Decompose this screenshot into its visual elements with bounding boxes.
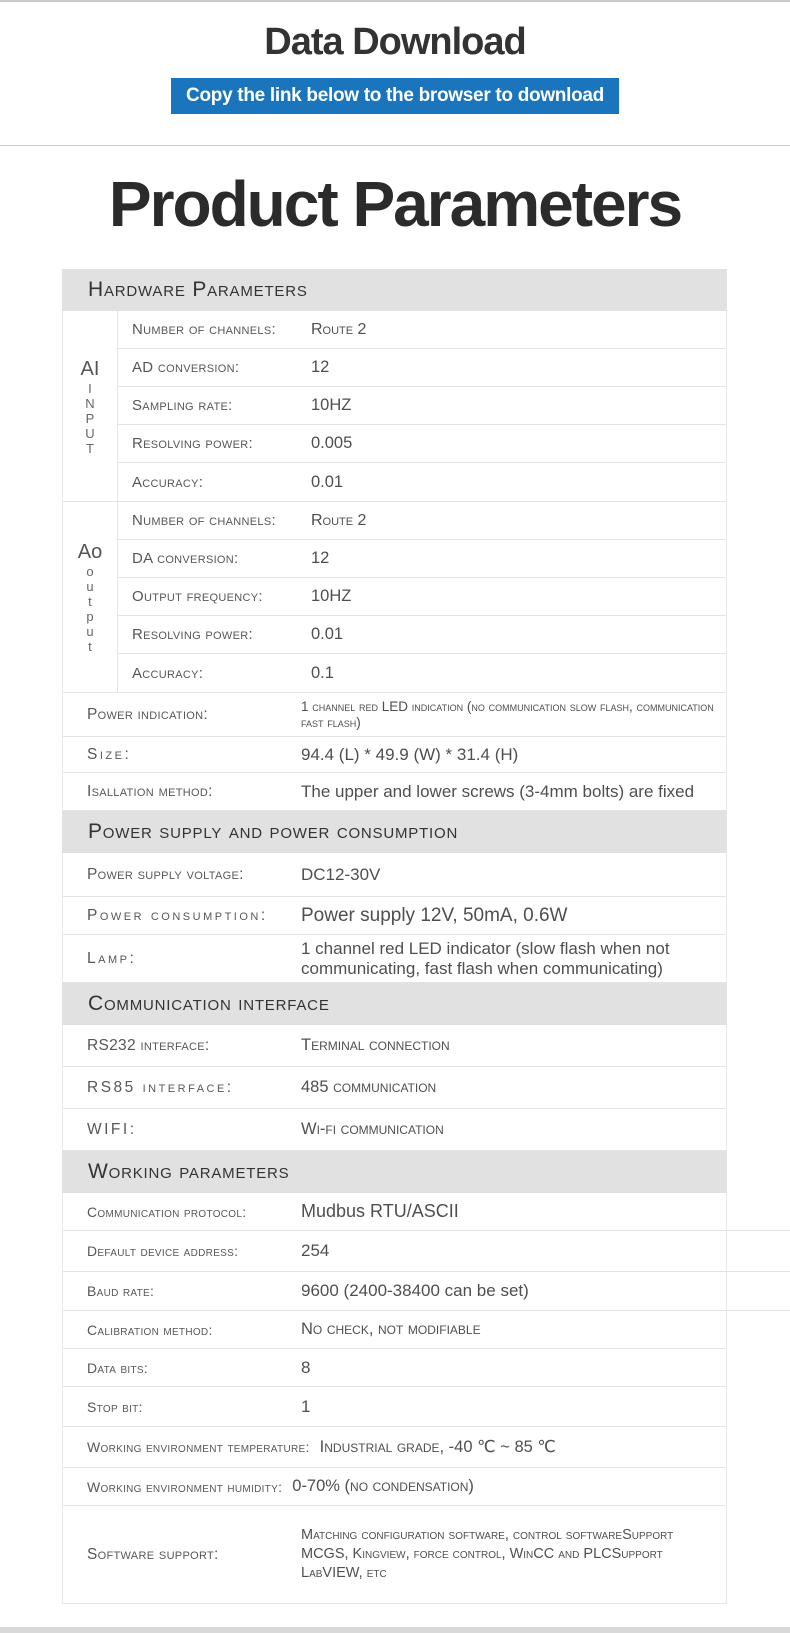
spec-value: 0.005 bbox=[311, 434, 353, 452]
spec-label: Resolving power: bbox=[132, 626, 253, 643]
spec-label: Isallation method: bbox=[87, 782, 213, 800]
spec-row bbox=[118, 349, 726, 387]
spec-value: No check, not modifiable bbox=[301, 1320, 481, 1338]
spec-row bbox=[118, 311, 726, 349]
spec-row bbox=[63, 1349, 726, 1387]
spec-value: 12 bbox=[311, 358, 330, 376]
spec-label: RS232 interface: bbox=[87, 1036, 210, 1054]
spec-row bbox=[63, 1025, 726, 1067]
spec-label: Lamp: bbox=[87, 949, 137, 967]
spec-label: Software support: bbox=[87, 1545, 219, 1563]
spec-row bbox=[63, 935, 726, 983]
side-letter: U bbox=[85, 425, 95, 441]
spec-row bbox=[63, 1468, 726, 1506]
spec-label: Sampling rate: bbox=[132, 397, 233, 414]
spec-label: Power consumption: bbox=[87, 906, 268, 924]
top-divider bbox=[0, 0, 790, 2]
spec-value: 8 bbox=[301, 1357, 311, 1377]
spec-value: DC12-30V bbox=[301, 864, 381, 884]
spec-label: Power supply voltage: bbox=[87, 865, 244, 883]
spec-label: Output frequency: bbox=[132, 588, 263, 605]
spec-row bbox=[63, 897, 726, 935]
spec-value: 485 communication bbox=[301, 1078, 437, 1096]
spec-row bbox=[63, 1387, 726, 1427]
spec-label: RS85 interface: bbox=[87, 1078, 234, 1096]
section-header-power: Power supply and power consumption bbox=[62, 811, 727, 853]
spec-row bbox=[118, 425, 726, 463]
spec-label: Resolving power: bbox=[132, 435, 253, 452]
spec-row bbox=[118, 540, 726, 578]
data-download-title: Data Download bbox=[264, 21, 526, 63]
spec-row bbox=[63, 1193, 726, 1231]
spec-value: Wi-fi communication bbox=[301, 1120, 444, 1138]
spec-label: Power indication: bbox=[87, 705, 209, 723]
spec-value: The upper and lower screws (3-4mm bolts) are fixed bbox=[301, 781, 695, 801]
side-letter: P bbox=[85, 410, 95, 426]
bottom-strip bbox=[0, 1627, 790, 1633]
spec-value: Route 2 bbox=[311, 320, 367, 338]
spec-value: Mudbus RTU/ASCII bbox=[301, 1201, 459, 1221]
spec-row bbox=[63, 1427, 726, 1468]
spec-row bbox=[63, 773, 726, 811]
spec-row bbox=[63, 1506, 726, 1604]
spec-label: Number of channels: bbox=[132, 321, 276, 338]
spec-row bbox=[118, 387, 726, 425]
spec-value: 10HZ bbox=[311, 396, 352, 414]
hardware-rows-area bbox=[62, 311, 727, 811]
spec-label: Data bits: bbox=[87, 1359, 149, 1376]
copy-link-banner[interactable]: Copy the link below to the browser to download bbox=[171, 78, 619, 114]
section-header-communication: Communication interface bbox=[62, 983, 727, 1025]
spec-row bbox=[118, 616, 726, 654]
ao-output-side-label bbox=[63, 502, 118, 692]
spec-label: Communication protocol: bbox=[87, 1203, 247, 1220]
section-divider bbox=[0, 145, 790, 146]
side-letter: u bbox=[86, 579, 94, 594]
spec-label: DA conversion: bbox=[132, 550, 239, 567]
spec-label: Calibration method: bbox=[87, 1321, 213, 1338]
spec-row bbox=[63, 693, 726, 737]
ao-side-top: Ao bbox=[77, 541, 103, 563]
spec-label: Size: bbox=[87, 745, 132, 763]
ai-input-side-label bbox=[63, 311, 118, 501]
spec-row bbox=[63, 1272, 726, 1311]
spec-table bbox=[62, 269, 727, 1604]
side-letter: t bbox=[88, 594, 92, 609]
spec-label: Working environment temperature: bbox=[87, 1439, 310, 1455]
ai-group-rows bbox=[118, 311, 726, 501]
spec-value: 1 bbox=[301, 1396, 311, 1416]
spec-label: Stop bit: bbox=[87, 1398, 143, 1415]
power-rows-area bbox=[62, 853, 727, 983]
spec-value: Terminal connection bbox=[301, 1036, 450, 1054]
spec-value: 1 channel red LED indication (no communication slow flash, communication fast flash) bbox=[301, 698, 714, 730]
spec-label: Baud rate: bbox=[87, 1283, 155, 1299]
spec-value: 0.1 bbox=[311, 663, 334, 682]
spec-value: Route 2 bbox=[311, 511, 367, 529]
spec-row bbox=[63, 853, 726, 897]
ao-output-group bbox=[63, 502, 726, 693]
spec-label: Default device address: bbox=[87, 1243, 239, 1259]
spec-value: Matching configuration software, control softwareSupport MCGS, Kingview, force control, WinCC and PLCSupport LabVIEW, etc bbox=[301, 1527, 674, 1581]
hardware-general-rows bbox=[63, 693, 726, 811]
spec-value: 9600 (2400-38400 can be set) bbox=[301, 1281, 529, 1300]
spec-row bbox=[118, 654, 726, 692]
spec-value: 0.01 bbox=[311, 472, 344, 491]
spec-label: Working environment humidity: bbox=[87, 1478, 283, 1495]
spec-value: 254 bbox=[301, 1241, 330, 1260]
spec-value: 94.4 (L) * 49.9 (W) * 31.4 (H) bbox=[301, 744, 519, 764]
spec-label: Number of channels: bbox=[132, 512, 276, 529]
spec-row bbox=[63, 1067, 726, 1109]
side-letter: o bbox=[86, 564, 94, 579]
spec-label: AD conversion: bbox=[132, 359, 240, 376]
side-letter: I bbox=[88, 380, 92, 396]
side-letter: T bbox=[86, 440, 94, 456]
spec-row bbox=[118, 502, 726, 540]
product-parameters-title: Product Parameters bbox=[108, 168, 682, 240]
communication-rows-area bbox=[62, 1025, 727, 1151]
spec-row bbox=[118, 578, 726, 616]
working-rows-area bbox=[62, 1193, 727, 1604]
spec-value: 0.01 bbox=[311, 625, 344, 643]
spec-value: 10HZ bbox=[311, 587, 352, 605]
spec-value: 1 channel red LED indicator (slow flash when not communicating, fast flash when communicating) bbox=[301, 938, 670, 978]
ao-group-rows bbox=[118, 502, 726, 692]
banner-wrap bbox=[0, 78, 790, 114]
side-letter: u bbox=[86, 624, 94, 639]
spec-row bbox=[118, 463, 726, 501]
spec-value: Power supply 12V, 50mA, 0.6W bbox=[301, 904, 568, 926]
side-letter: p bbox=[86, 609, 94, 624]
spec-label: WIFI: bbox=[87, 1120, 137, 1138]
spec-value: Industrial grade, -40 ℃ ~ 85 ℃ bbox=[319, 1438, 556, 1456]
spec-row bbox=[63, 737, 726, 773]
spec-row bbox=[63, 1231, 726, 1272]
ai-input-group bbox=[63, 311, 726, 502]
ai-side-top: AI bbox=[80, 357, 100, 380]
ai-side-letters bbox=[85, 381, 94, 456]
spec-value: 12 bbox=[311, 549, 330, 567]
spec-label: Accuracy: bbox=[132, 664, 204, 682]
side-letter: t bbox=[88, 639, 92, 654]
section-header-working: Working parameters bbox=[62, 1151, 727, 1193]
ao-side-letters bbox=[86, 564, 93, 654]
section-header-hardware: Hardware Parameters bbox=[62, 269, 727, 311]
side-letter: N bbox=[85, 395, 95, 411]
spec-value: 0-70% (no condensation) bbox=[292, 1477, 474, 1495]
spec-row bbox=[63, 1311, 726, 1349]
spec-row bbox=[63, 1109, 726, 1151]
spec-label: Accuracy: bbox=[132, 473, 204, 491]
